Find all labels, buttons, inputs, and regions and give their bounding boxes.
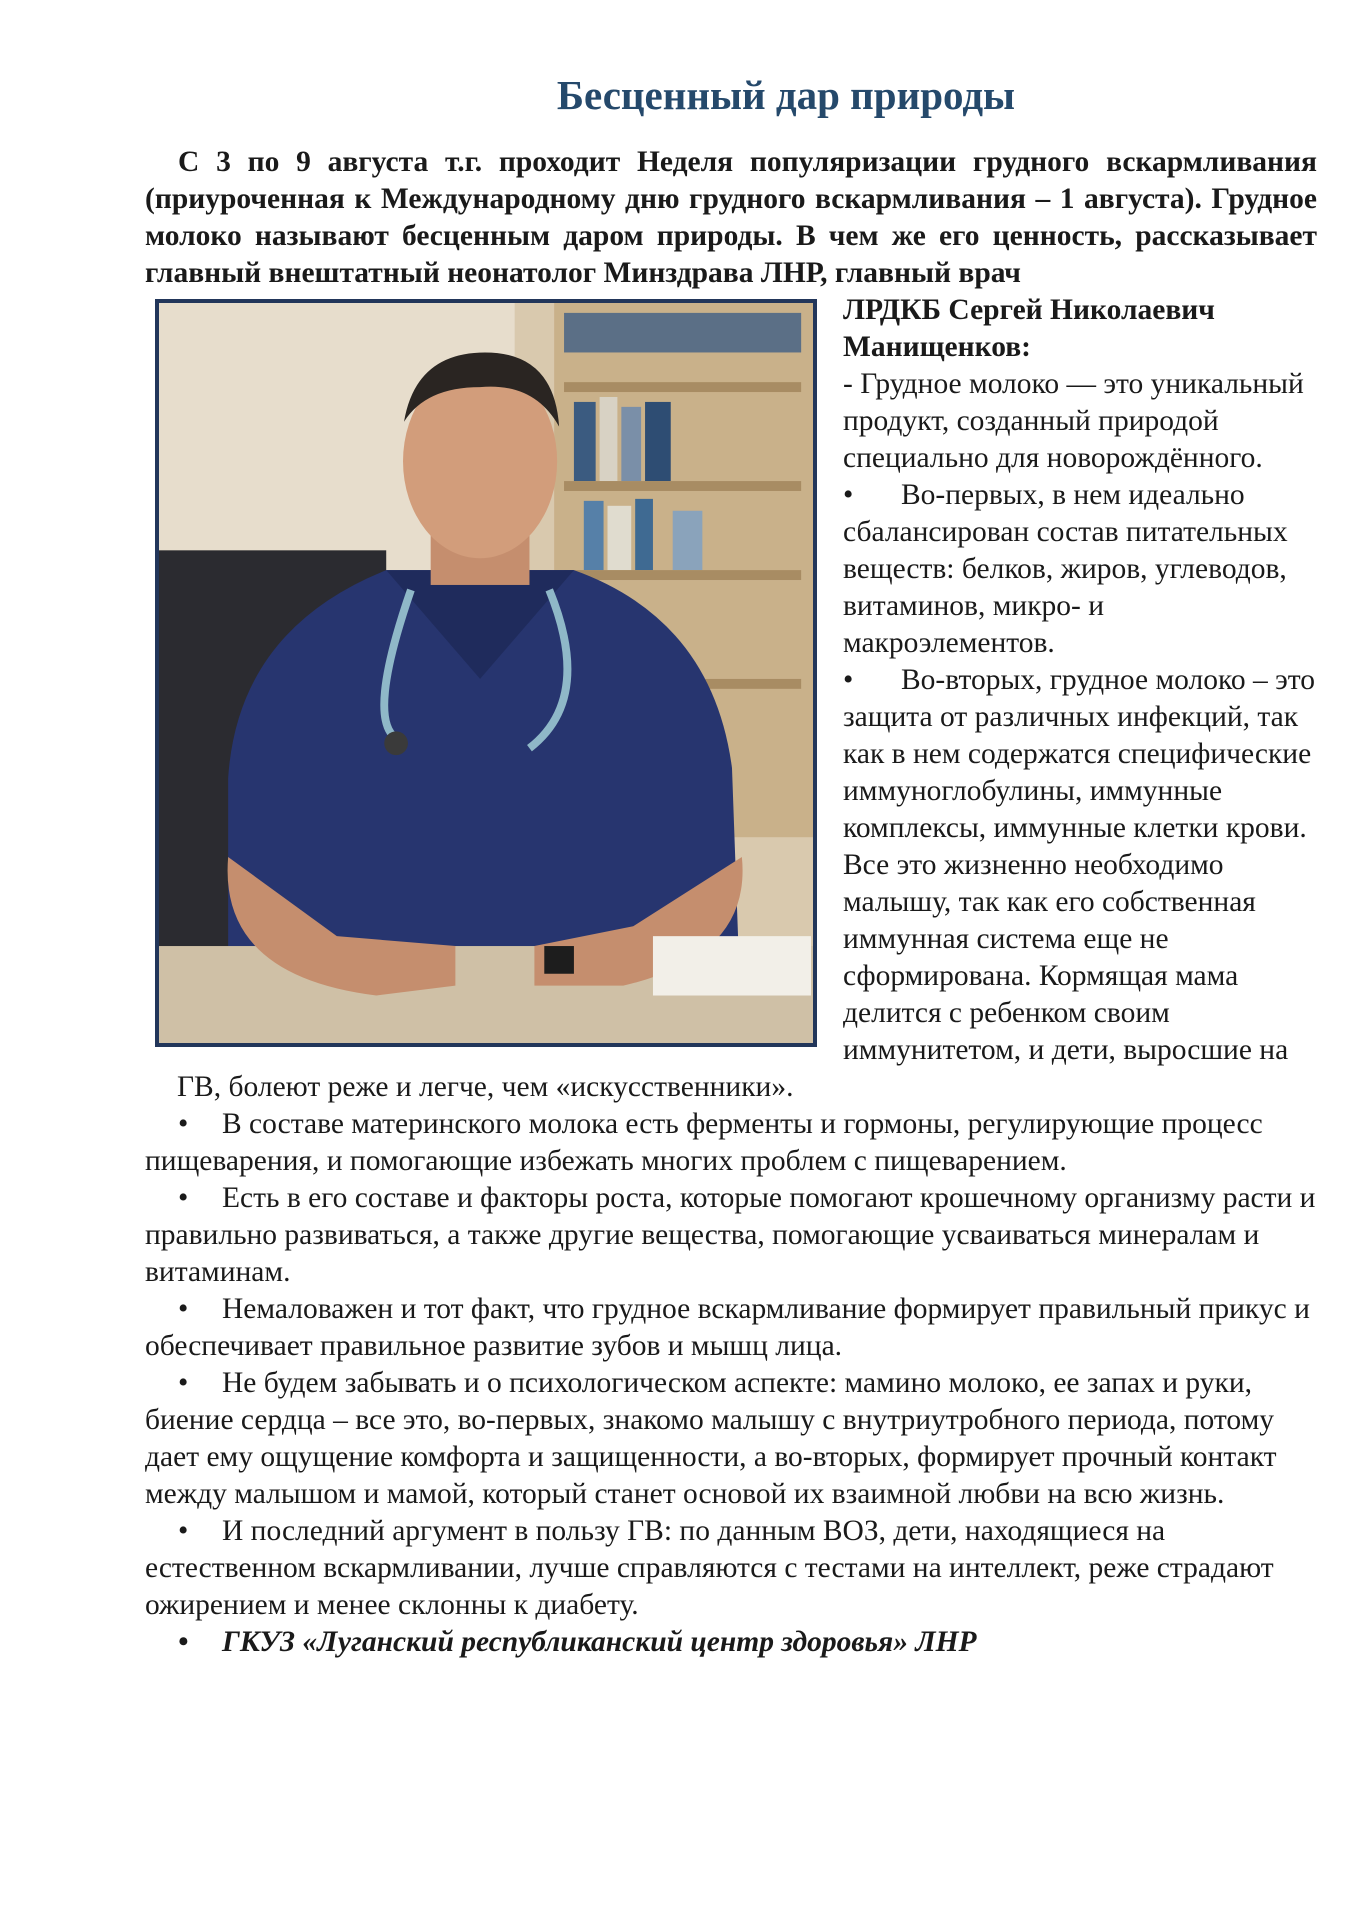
- quote-intro: - Грудное молоко — это уникальный продукт, созданный природой специально для новорождённого.: [843, 368, 1304, 474]
- doctor-photo-illustration: [159, 303, 813, 1043]
- article-lead: [145, 144, 1317, 292]
- author-name: ЛРДКБ Сергей Николаевич Манищенков:: [843, 294, 1215, 363]
- list-item: [145, 1180, 1317, 1291]
- list-item: [145, 1513, 1317, 1624]
- bullet-icon: •: [843, 479, 854, 511]
- points-list: [145, 1106, 1317, 1661]
- doctor-photo: [155, 299, 817, 1047]
- bullet-icon: •: [178, 1626, 189, 1658]
- point-text: Во-первых, в нем идеально сбалансирован состав питательных веществ: белков, жиров, углеводов, витаминов, микро- и макроэлементов.: [843, 479, 1288, 659]
- bullet-icon: •: [178, 1182, 189, 1214]
- bullet-icon: •: [178, 1515, 189, 1547]
- list-item: [145, 1291, 1317, 1365]
- article-title: Бесценный дар природы: [556, 72, 1016, 118]
- list-item-text: В составе материнского молока есть ферменты и гормоны, регулирующие процесс пищеварения, и помогающие избежать многих проблем с пищеварением.: [145, 1108, 1263, 1177]
- lead-indent: [145, 146, 178, 178]
- point-text: Во-вторых, грудное молоко – это защита от различных инфекций, так как в нем содержатся специфические иммуноглобулины, иммунные комплексы, иммунные клетки крови. Все это жизненно необходимо малышу, так как его собственная иммунная система еще не сформирована. Кормящая мама делится с ребенком своим иммунитетом, и дети, выросшие на ГВ, болеют реже и легче, чем «искусственники».: [177, 664, 1315, 1103]
- lead-text: С 3 по 9 августа т.г. проходит Неделя популяризации грудного вскармливания (приуроченная к Международному дню грудного вскармливания – 1 августа). Грудное молоко называют бесценным даром природы. В чем же его ценность, рассказывает главный внештатный неонатолог Минздрава ЛНР, главный врач: [145, 146, 1317, 289]
- bullet-icon: •: [178, 1108, 189, 1140]
- list-item-text: Не будем забывать и о психологическом аспекте: мамино молоко, ее запах и руки, биение сердца – все это, во-первых, знакомо малышу с внутриутробного периода, потому дает ему ощущение комфорта и защищенности, а во-вторых, формирует прочный контакт между малышом и мамой, который станет основой их взаимной любви на всю жизнь.: [145, 1367, 1277, 1510]
- source-attribution: [145, 1624, 1317, 1661]
- bullet-icon: •: [178, 1293, 189, 1325]
- source-text: ГКУЗ «Луганский республиканский центр здоровья» ЛНР: [222, 1626, 977, 1658]
- list-item-text: Немаловажен и тот факт, что грудное вскармливание формирует правильный прикус и обеспечивает правильное развитие зубов и мышц лица.: [145, 1293, 1310, 1362]
- list-item-text: И последний аргумент в пользу ГВ: по данным ВОЗ, дети, находящиеся на естественном вскармливании, лучше справляются с тестами на интеллект, реже страдают ожирением и менее склонны к диабету.: [145, 1515, 1274, 1621]
- list-item: [145, 1106, 1317, 1180]
- bullet-icon: •: [178, 1367, 189, 1399]
- bullet-icon: •: [843, 664, 854, 696]
- list-item: [145, 1365, 1317, 1513]
- list-item-text: Есть в его составе и факторы роста, которые помогают крошечному организму расти и правильно развиваться, а также другие вещества, помогающие усваиваться минералам и витаминам.: [145, 1182, 1316, 1288]
